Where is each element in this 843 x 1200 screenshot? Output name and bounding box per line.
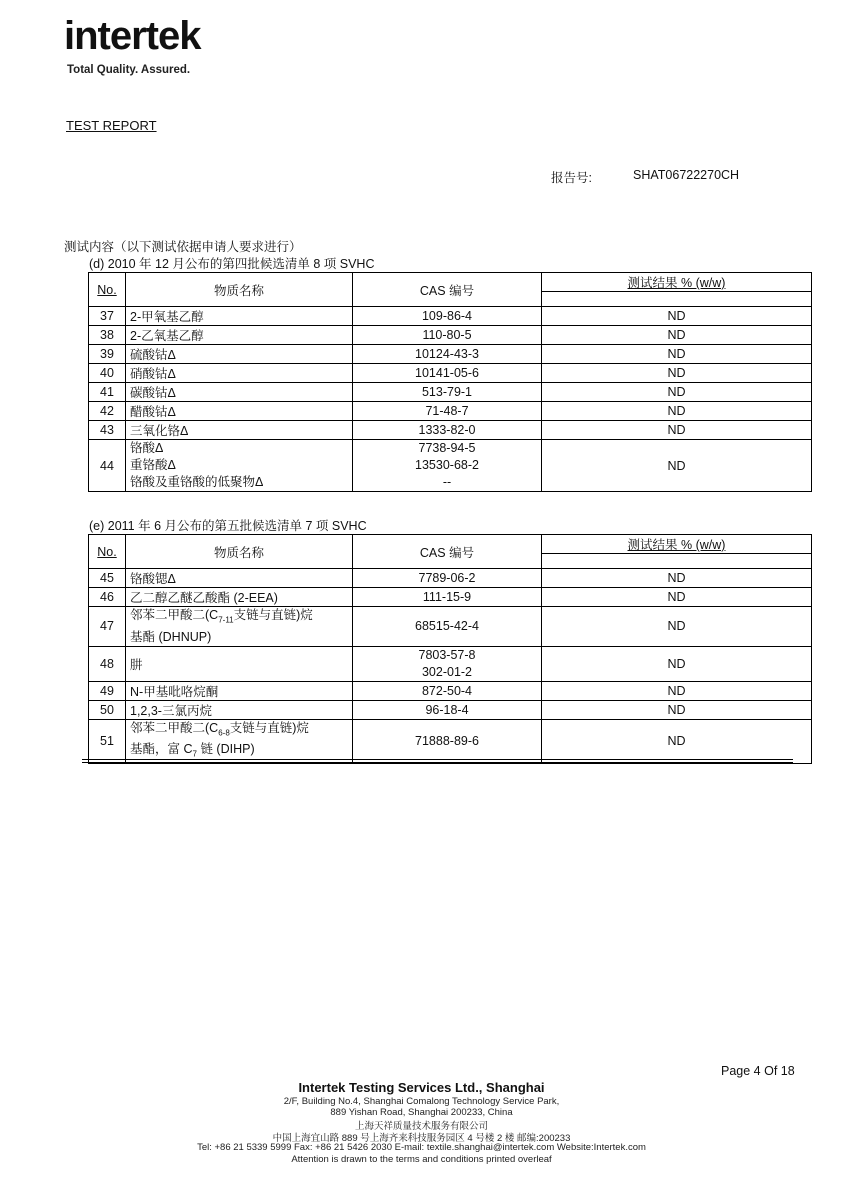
footer-contact: Tel: +86 21 5339 5999 Fax: +86 21 5426 2030 E-mail: textile.shanghai@intertek.com Website:Intertek.com xyxy=(197,1142,646,1153)
footer-note: Attention is drawn to the terms and conditions printed overleaf xyxy=(291,1154,552,1165)
table-row: 47 邻苯二甲酸二($C_{7-11}$支链与直链)烷 基酯 (DHNUP) 68515-42-4 ND xyxy=(89,607,812,647)
report-number-value: SHAT06722270CH xyxy=(633,168,740,182)
col-header-cas: CAS 编号 xyxy=(353,535,542,569)
table-row: 39 硫酸钴Δ 10124-43-3 ND xyxy=(89,345,812,364)
cas-number: 7803-57-8 xyxy=(418,647,476,662)
footer-address-1: 2/F, Building No.4, Shanghai Comalong Technology Service Park, xyxy=(283,1096,560,1107)
table-row: 40 硝酸钴Δ 10141-05-6 ND xyxy=(89,364,812,383)
table-row: 45 铬酸锶Δ 7789-06-2 ND xyxy=(89,569,812,588)
table-row: 48 肼 7803-57-8 302-01-2 ND xyxy=(89,646,812,681)
col-header-result: 测试结果 % (w/w) xyxy=(542,273,812,292)
footer-cn-address: 中国上海宜山路 889 号上海齐来科技服务园区 4 号楼 2 楼 邮编:200233 xyxy=(272,1133,571,1144)
table-row: 44 铬酸Δ 重铬酸Δ 铬酸及重铬酸的低聚物Δ 7738-94-5 13530-68-2 -- ND xyxy=(89,440,812,492)
col-header-no: No. xyxy=(89,273,126,307)
table-row: 41 碳酸钴Δ 513-79-1 ND xyxy=(89,383,812,402)
cas-number: 13530-68-2 xyxy=(415,458,479,472)
substance-name: 铬酸Δ xyxy=(130,441,164,455)
report-number-label: 报告号: xyxy=(551,171,592,185)
col-header-cas: CAS 编号 xyxy=(353,273,542,307)
footer-company: Intertek Testing Services Ltd., Shanghai xyxy=(298,1080,545,1095)
svhc-table-e xyxy=(88,534,812,764)
end-of-table-rule xyxy=(82,759,793,763)
table-row: 49 N-甲基吡咯烷酮 872-50-4 ND xyxy=(89,681,812,700)
table-row: 46 乙二醇乙醚乙酸酯 (2-EEA) 111-15-9 ND xyxy=(89,588,812,607)
intertek-logo: intertek xyxy=(64,14,201,58)
svhc-table-d xyxy=(88,272,812,492)
table-row: 42 醋酸钴Δ 71-48-7 ND xyxy=(89,402,812,421)
table-row: 51 邻苯二甲酸二($C_{6-8}$支链与直链)烷 基酯，富 $C_7$ 链 (DIHP) 71888-89-6 ND xyxy=(89,719,812,763)
table-row: 50 1,2,3-三氯丙烷 96-18-4 ND xyxy=(89,700,812,719)
col-header-no: No. xyxy=(89,535,126,569)
footer-cn-company: 上海天祥质量技术服务有限公司 xyxy=(354,1121,488,1132)
test-content-intro: 测试内容（以下测试依据申请人要求进行） xyxy=(64,240,302,254)
footer-address-2: 889 Yishan Road, Shanghai 200233, China xyxy=(330,1107,513,1118)
col-header-substance: 物质名称 xyxy=(126,535,353,569)
col-header-result-sub xyxy=(542,292,812,307)
logo-tagline: Total Quality. Assured. xyxy=(67,64,191,76)
cas-number: 302-01-2 xyxy=(421,664,473,679)
report-title: TEST REPORT xyxy=(66,118,157,133)
col-header-substance: 物质名称 xyxy=(126,273,353,307)
cas-number: -- xyxy=(442,475,452,489)
table-row: 37 2-甲氧基乙醇 109-86-4 ND xyxy=(89,307,812,326)
section-d-title: (d) 2010 年 12 月公布的第四批候选清单 8 项 SVHC xyxy=(89,257,375,271)
section-e-title: (e) 2011 年 6 月公布的第五批候选清单 7 项 SVHC xyxy=(89,519,367,533)
table-row: 43 三氧化铬Δ 1333-82-0 ND xyxy=(89,421,812,440)
substance-name: 铬酸及重铬酸的低聚物Δ xyxy=(130,475,264,489)
col-header-result: 测试结果 % (w/w) xyxy=(542,535,812,554)
col-header-result-sub xyxy=(542,554,812,569)
table-row: 38 2-乙氧基乙醇 110-80-5 ND xyxy=(89,326,812,345)
cas-number: 7738-94-5 xyxy=(418,441,476,455)
substance-name: 重铬酸Δ xyxy=(130,458,176,472)
page-number: Page 4 Of 18 xyxy=(721,1064,795,1078)
